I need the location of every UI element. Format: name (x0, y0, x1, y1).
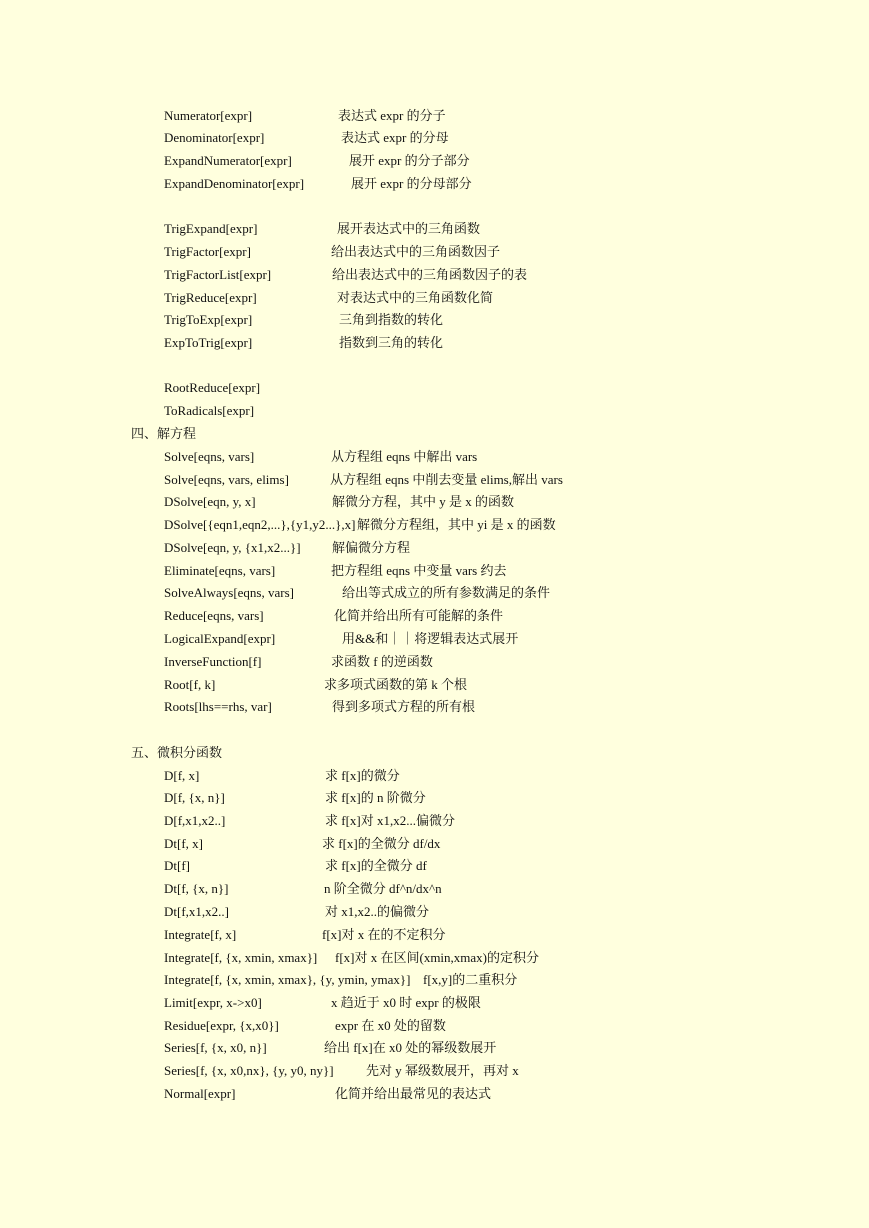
entry-row (164, 290, 257, 306)
entry-row (164, 153, 292, 169)
function-name: D[f,x1,x2..] (164, 813, 226, 828)
function-name: ToRadicals[expr] (164, 403, 255, 418)
function-name: Eliminate[eqns, vars] (164, 563, 276, 578)
function-description: 解偏微分方程 (332, 540, 411, 555)
function-name: Dt[f, {x, n}] (164, 881, 229, 896)
function-name: Dt[f] (164, 858, 190, 873)
function-name: Denominator[expr] (164, 130, 265, 145)
entry-row (164, 335, 252, 351)
function-name: TrigFactorList[expr] (164, 267, 272, 282)
function-description: f[x]对 x 在的不定积分 (322, 927, 446, 942)
function-name: Root[f, k] (164, 677, 216, 692)
function-name: TrigReduce[expr] (164, 290, 257, 305)
function-description: 解微分方程组，其中 yi 是 x 的函数 (357, 517, 556, 532)
function-name: ExpandDenominator[expr] (164, 176, 305, 191)
entry-row (164, 108, 252, 124)
function-description: 展开表达式中的三角函数 (337, 221, 481, 236)
function-description: 三角到指数的转化 (339, 312, 444, 327)
function-description: 指数到三角的转化 (339, 335, 444, 350)
function-description: 把方程组 eqns 中变量 vars 约去 (331, 563, 507, 578)
function-name: SolveAlways[eqns, vars] (164, 585, 294, 600)
function-name: TrigToExp[expr] (164, 312, 253, 327)
function-description: 求 f[x]的全微分 df/dx (322, 836, 441, 851)
function-description: f[x]对 x 在区间(xmin,xmax)的定积分 (335, 950, 540, 965)
function-description: 求 f[x]对 x1,x2...偏微分 (325, 813, 455, 828)
function-name: Residue[expr, {x,x0}] (164, 1018, 279, 1033)
function-description: 给出表达式中的三角函数因子的表 (332, 267, 528, 282)
function-description: 对 x1,x2..的偏微分 (325, 904, 430, 919)
function-description: 从方程组 eqns 中解出 vars (331, 449, 478, 464)
function-description: x 趋近于 x0 时 expr 的极限 (331, 995, 481, 1010)
function-description: 表达式 expr 的分母 (341, 130, 449, 145)
function-description: n 阶全微分 df^n/dx^n (324, 881, 442, 896)
function-description: 化简并给出最常见的表达式 (335, 1086, 492, 1101)
function-description: 求多项式函数的第 k 个根 (324, 677, 468, 692)
function-name: DSolve[eqn, y, x] (164, 494, 256, 509)
entry-row (164, 176, 304, 192)
entry-row (164, 312, 252, 328)
function-name: InverseFunction[f] (164, 654, 262, 669)
function-description: 先对 y 幂级数展开，再对 x (366, 1063, 519, 1078)
function-description: f[x,y]的二重积分 (423, 972, 518, 987)
function-name: Integrate[f, {x, xmin, xmax}, {y, ymin, ymax}] (164, 972, 411, 987)
function-name: LogicalExpand[expr] (164, 631, 276, 646)
function-description: 求函数 f 的逆函数 (331, 654, 433, 669)
entry-row (164, 221, 257, 237)
function-description: 得到多项式方程的所有根 (332, 699, 476, 714)
function-name: Reduce[eqns, vars] (164, 608, 264, 623)
function-description: 求 f[x]的微分 (325, 768, 400, 783)
entry-row (164, 130, 264, 146)
function-description: 从方程组 eqns 中削去变量 elims,解出 vars (330, 472, 563, 487)
function-name: DSolve[{eqn1,eqn2,...},{y1,y2...},x] (164, 517, 356, 532)
function-name: DSolve[eqn, y, {x1,x2...}] (164, 540, 301, 555)
function-description: 给出表达式中的三角函数因子 (331, 244, 501, 259)
function-name: Dt[f,x1,x2..] (164, 904, 229, 919)
function-name: Limit[expr, x->x0] (164, 995, 262, 1010)
section-heading: 五、微积分函数 (131, 745, 223, 760)
function-name: Integrate[f, x] (164, 927, 237, 942)
function-description: 给出等式成立的所有参数满足的条件 (342, 585, 551, 600)
function-description: 求 f[x]的全微分 df (325, 858, 427, 873)
function-name: Roots[lhs==rhs, var] (164, 699, 272, 714)
function-name: ExpToTrig[expr] (164, 335, 253, 350)
function-name: TrigFactor[expr] (164, 244, 251, 259)
function-description: 展开 expr 的分母部分 (351, 176, 472, 191)
function-name: Normal[expr] (164, 1086, 236, 1101)
entry-row (164, 244, 251, 260)
function-description: 给出 f[x]在 x0 处的幂级数展开 (324, 1040, 497, 1055)
function-description: 用&&和｜｜将逻辑表达式展开 (342, 631, 519, 646)
function-name: ExpandNumerator[expr] (164, 153, 292, 168)
function-name: Series[f, {x, x0,nx}, {y, y0, ny}] (164, 1063, 334, 1078)
function-name: Dt[f, x] (164, 836, 203, 851)
function-name: D[f, {x, n}] (164, 790, 225, 805)
entry-row (164, 267, 271, 283)
function-name: RootReduce[expr] (164, 380, 261, 395)
function-description: 对表达式中的三角函数化简 (337, 290, 494, 305)
function-description: 解微分方程，其中 y 是 x 的函数 (332, 494, 515, 509)
function-name: Series[f, {x, x0, n}] (164, 1040, 267, 1055)
function-description: expr 在 x0 处的留数 (335, 1018, 446, 1033)
function-description: 展开 expr 的分子部分 (349, 153, 470, 168)
function-name: D[f, x] (164, 768, 200, 783)
function-description: 表达式 expr 的分子 (338, 108, 446, 123)
function-name: Solve[eqns, vars] (164, 449, 255, 464)
function-name: TrigExpand[expr] (164, 221, 258, 236)
function-name: Numerator[expr] (164, 108, 253, 123)
function-description: 求 f[x]的 n 阶微分 (325, 790, 426, 805)
function-name: Integrate[f, {x, xmin, xmax}] (164, 950, 318, 965)
function-name: Solve[eqns, vars, elims] (164, 472, 289, 487)
section-heading: 四、解方程 (131, 426, 197, 441)
function-description: 化简并给出所有可能解的条件 (334, 608, 504, 623)
